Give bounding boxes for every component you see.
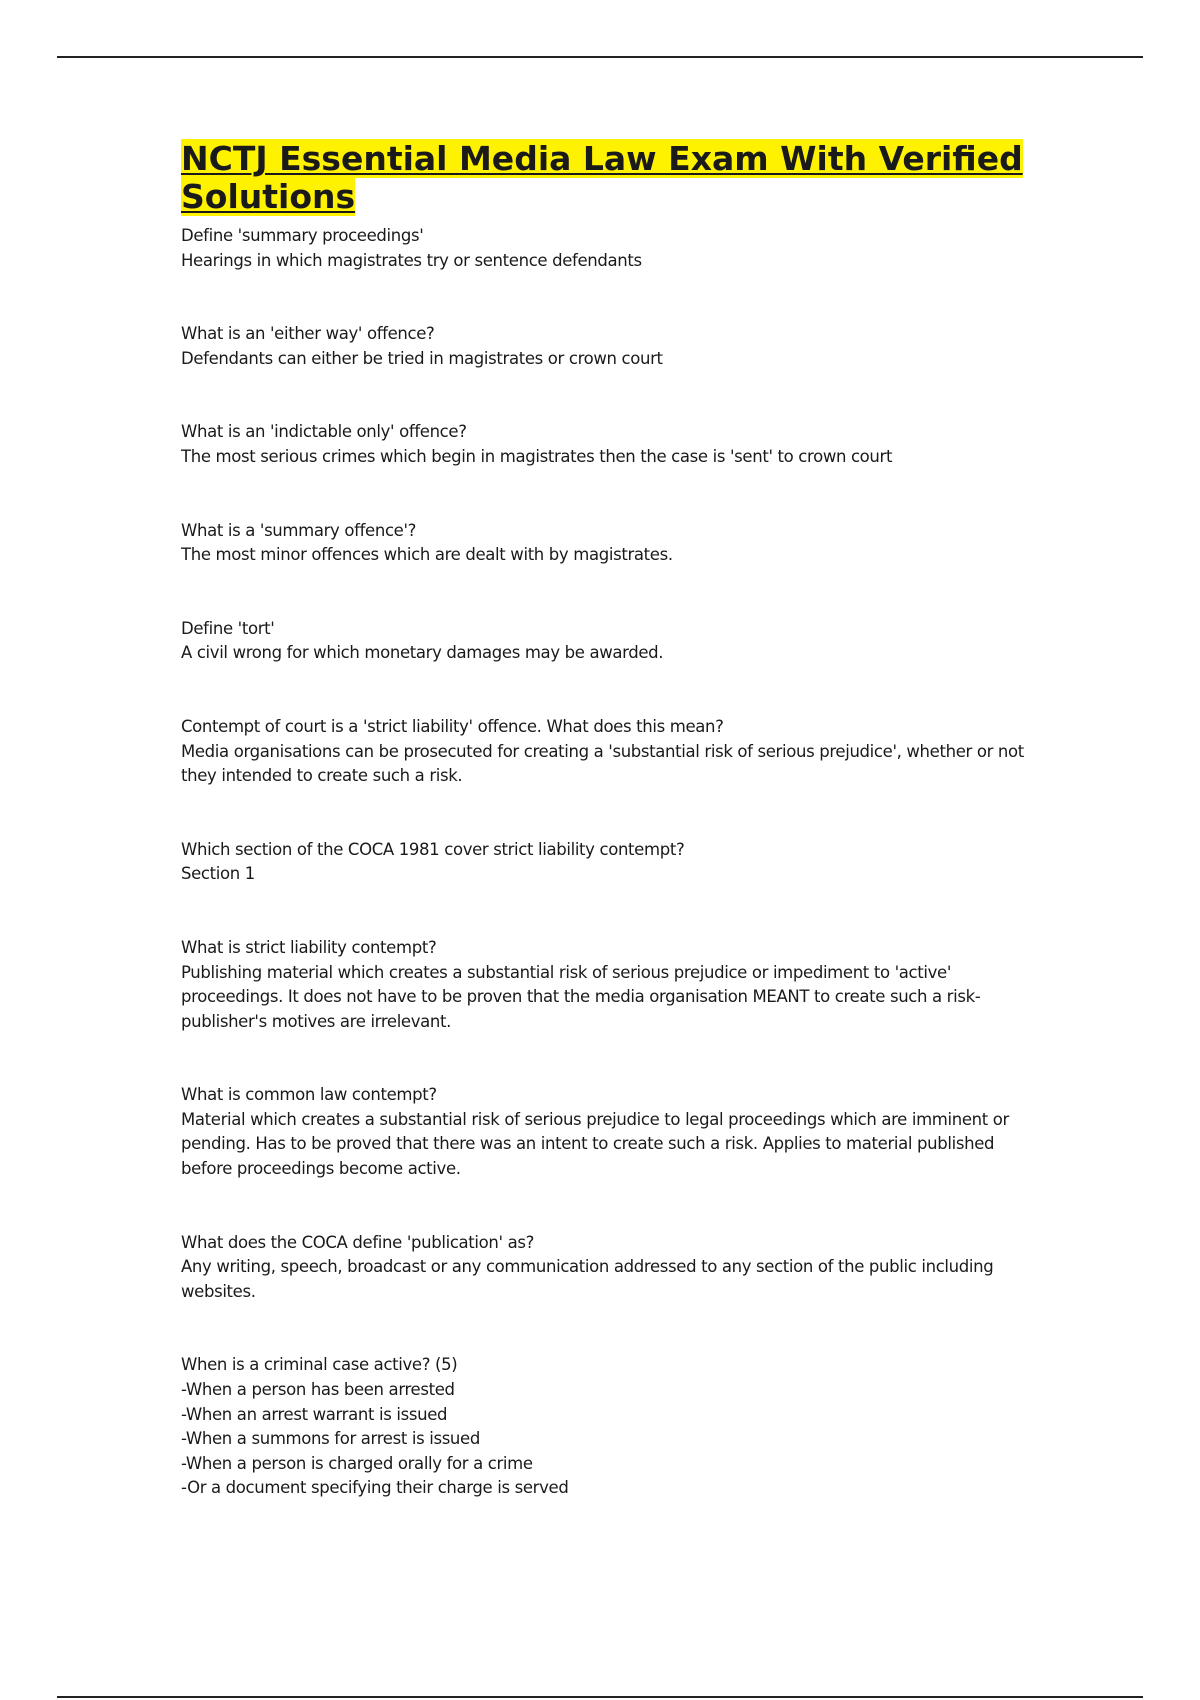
- qa-item: [181, 1231, 1041, 1305]
- page-title-text: NCTJ Essential Media Law Exam With Verified Solutions: [181, 139, 1023, 216]
- answer-text: Section 1: [181, 864, 255, 884]
- answer-text: The most serious crimes which begin in magistrates then the case is 'sent' to crown court: [181, 446, 893, 466]
- question-text: Which section of the COCA 1981 cover strict liability contempt?: [181, 839, 685, 859]
- answer-text: Material which creates a substantial risk of serious prejudice to legal proceedings which are imminent or pending. Has to be proved that there was an intent to create such a risk. Applies to material published before proceedings become active.: [181, 1109, 1009, 1179]
- answer-text: A civil wrong for which monetary damages may be awarded.: [181, 643, 664, 663]
- qa-item: [181, 617, 1041, 666]
- question-text: What does the COCA define 'publication' as?: [181, 1232, 535, 1252]
- question-text: When is a criminal case active? (5): [181, 1355, 458, 1375]
- qa-item: [181, 519, 1041, 568]
- qa-item: [181, 936, 1041, 1034]
- document-body: [181, 140, 1041, 1550]
- answer-text: Hearings in which magistrates try or sentence defendants: [181, 250, 642, 270]
- qa-item-list: [181, 1353, 1041, 1501]
- answer-line: -When an arrest warrant is issued: [181, 1404, 448, 1424]
- qa-item: [181, 1083, 1041, 1181]
- answer-line: -When a person is charged orally for a crime: [181, 1453, 533, 1473]
- question-text: What is a 'summary offence'?: [181, 520, 417, 540]
- question-text: What is common law contempt?: [181, 1085, 437, 1105]
- qa-item: [181, 420, 1041, 469]
- qa-item: [181, 224, 1041, 273]
- answer-line: -When a summons for arrest is issued: [181, 1429, 480, 1449]
- question-text: Contempt of court is a 'strict liability' offence. What does this mean?: [181, 716, 724, 736]
- question-text: What is strict liability contempt?: [181, 937, 437, 957]
- footer-rule: [57, 1696, 1143, 1698]
- question-text: What is an 'either way' offence?: [181, 324, 435, 344]
- answer-text: The most minor offences which are dealt with by magistrates.: [181, 545, 673, 565]
- header-rule: [57, 56, 1143, 58]
- qa-item: [181, 322, 1041, 371]
- answer-text: Publishing material which creates a substantial risk of serious prejudice or impediment to 'active' proceedings. It does not have to be proven that the media organisation MEANT to create such a risk- publisher's motives are irrelevant.: [181, 962, 981, 1031]
- answer-text: Defendants can either be tried in magistrates or crown court: [181, 348, 663, 368]
- page-title: [181, 140, 1041, 216]
- answer-text: Any writing, speech, broadcast or any communication addressed to any section of the public including websites.: [181, 1257, 994, 1301]
- qa-item: [181, 715, 1041, 789]
- question-text: Define 'summary proceedings': [181, 226, 424, 245]
- question-text: Define 'tort': [181, 618, 275, 638]
- answer-line: -When a person has been arrested: [181, 1380, 455, 1400]
- question-text: What is an 'indictable only' offence?: [181, 422, 467, 442]
- qa-item: [181, 838, 1041, 887]
- qa-list: [181, 224, 1041, 1501]
- answer-text: Media organisations can be prosecuted for creating a 'substantial risk of serious prejudice', whether or not they intended to create such a risk.: [181, 741, 1024, 786]
- answer-line: -Or a document specifying their charge is served: [181, 1478, 569, 1498]
